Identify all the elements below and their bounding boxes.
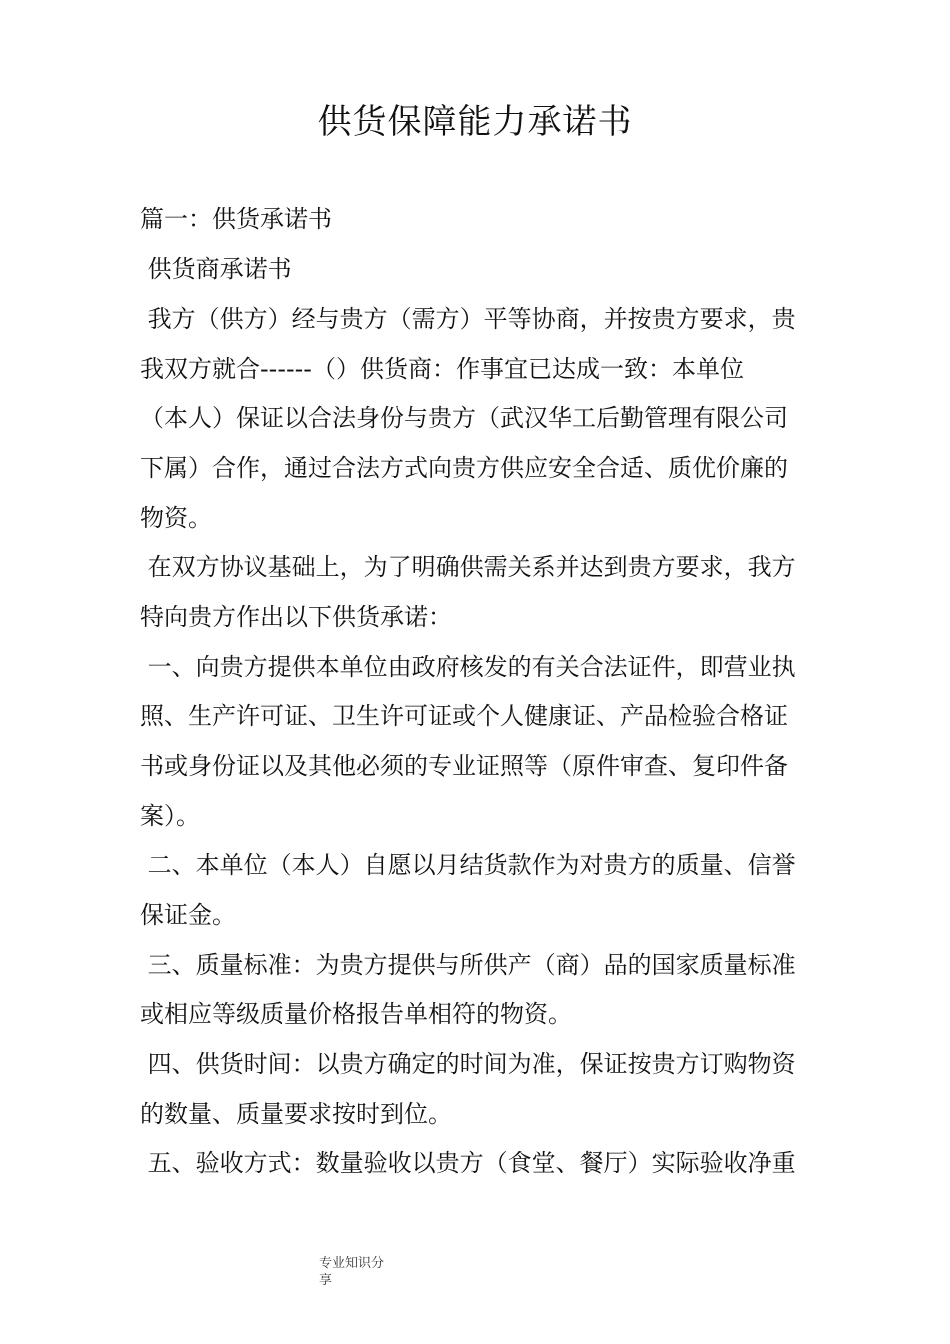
paragraph-line: 我方（供方）经与贵方（需方）平等协商，并按贵方要求，贵 xyxy=(140,305,796,333)
paragraph-line: 五、验收方式：数量验收以贵方（食堂、餐厅）实际验收净重 xyxy=(140,1149,796,1177)
document-title: 供货保障能力承诺书 xyxy=(317,102,633,142)
paragraph-line: 案）。 xyxy=(140,802,200,830)
paragraph-line: 我双方就合------（）供货商：作事宜已达成一致：本单位 xyxy=(140,355,744,383)
paragraph-line: 照、生产许可证、卫生许可证或个人健康证、产品检验合格证 xyxy=(140,702,788,730)
paragraph-line: 三、质量标准：为贵方提供与所供产（商）品的国家质量标准 xyxy=(140,951,796,979)
section-heading: 篇一：供货承诺书 xyxy=(140,205,332,233)
paragraph-line: （本人）保证以合法身份与贵方（武汉华工后勤管理有限公司 xyxy=(140,404,788,432)
paragraph-line: 一、向贵方提供本单位由政府核发的有关合法证件，即营业执 xyxy=(140,653,796,681)
paragraph-line: 的数量、质量要求按时到位。 xyxy=(140,1100,452,1128)
paragraph-line: 物资。 xyxy=(140,504,212,532)
paragraph-line: 二、本单位（本人）自愿以月结货款作为对贵方的质量、信誉 xyxy=(140,851,796,879)
paragraph-line: 特向贵方作出以下供货承诺： xyxy=(140,603,452,631)
subheading: 供货商承诺书 xyxy=(140,255,292,283)
paragraph-line: 保证金。 xyxy=(140,901,236,929)
paragraph-line: 或相应等级质量价格报告单相符的物资。 xyxy=(140,1000,572,1028)
paragraph-line: 在双方协议基础上，为了明确供需关系并达到贵方要求，我方 xyxy=(140,553,796,581)
paragraph-line: 书或身份证以及其他必须的专业证照等（原件审查、复印件备 xyxy=(140,752,788,780)
footer-text: 专业知识分 xyxy=(319,1256,385,1271)
paragraph-line: 四、供货时间：以贵方确定的时间为准，保证按贵方订购物资 xyxy=(140,1050,796,1078)
paragraph-line: 下属）合作，通过合法方式向贵方供应安全合适、质优价廉的 xyxy=(140,454,788,482)
footer-text: 享 xyxy=(319,1273,333,1288)
page-footer xyxy=(319,1255,384,1289)
